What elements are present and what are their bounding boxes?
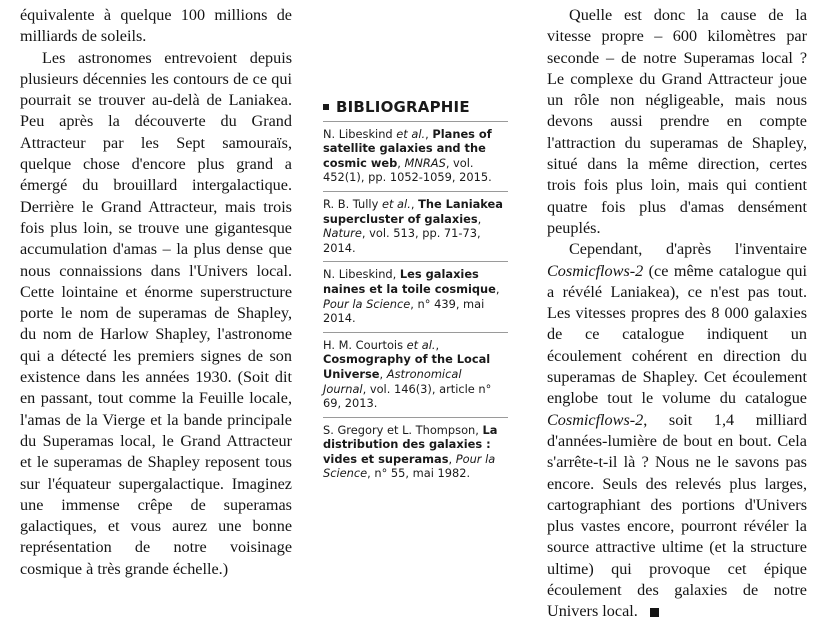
catalog-name: Cosmicflows-2 — [547, 410, 644, 429]
right-paragraph-2 — [547, 239, 807, 622]
ref-separator: , — [495, 281, 500, 296]
square-bullet-icon — [323, 104, 329, 110]
left-text-column — [20, 5, 292, 580]
right-text-column — [547, 5, 807, 623]
right-paragraph-2-part-b: (ce même catalogue qui a révélé Laniakea), ce n'est pas tout. Les vitesses propres des 8 000 galaxies de ce catalogue indiquent un écoulement cohérent en direction du superamas de Shapley. Cet écoulement englobe tout le volume du catalogue — [547, 261, 807, 408]
ref-journal: Pour la Science — [323, 451, 496, 481]
ref-title: The Laniakea supercluster of galaxies — [323, 196, 503, 226]
right-paragraph-1: Quelle est donc la cause de la vitesse propre – 600 kilomètres par seconde – de notre Superamas local ? Le complexe du Grand Attracteur joue un rôle non négligeable, mais nous devons aussi prendre en compte l'attraction du superamas de Shapley, situé dans la même direction, certes trois fois plus loin, mais qui contient quatre fois plus d'amas densément peuplés. — [547, 6, 807, 237]
ref-separator: , — [392, 267, 400, 282]
bibliography-ref — [323, 191, 508, 261]
ref-details: , n° 55, mai 1982. — [367, 466, 471, 481]
end-of-article-icon — [650, 608, 659, 617]
bibliography-ref — [323, 417, 508, 487]
ref-authors: N. Libeskind — [323, 126, 397, 141]
ref-details: , n° 439, mai 2014. — [323, 296, 485, 326]
bibliography-ref — [323, 121, 508, 191]
ref-etal: et al. — [381, 196, 411, 211]
ref-journal: Nature — [323, 226, 362, 241]
ref-separator: , — [475, 422, 483, 437]
right-paragraph-2-part-a: Cependant, d'après l'inventaire — [569, 240, 807, 259]
ref-authors: S. Gregory et L. Thompson — [323, 422, 476, 437]
ref-separator: , — [397, 155, 405, 170]
ref-authors: H. M. Courtois — [323, 337, 407, 352]
ref-etal: et al. — [406, 337, 436, 352]
ref-authors: R. B. Tully — [323, 196, 382, 211]
bibliography-ref — [323, 261, 508, 331]
ref-journal: MNRAS — [404, 155, 446, 170]
ref-title: Planes of satellite galaxies and the cosmic web — [323, 126, 492, 170]
bibliography-ref — [323, 332, 508, 417]
ref-details: , vol. 513, pp. 71-73, 2014. — [323, 226, 481, 255]
bibliography-box — [323, 100, 508, 487]
ref-journal: Pour la Science — [323, 296, 411, 311]
ref-separator: , — [477, 211, 482, 226]
bibliography-heading — [323, 100, 508, 115]
right-paragraph-2-part-c: , soit 1,4 milliard d'années-lumière de bout en bout. Cela s'arrête-t-il là ? Nous ne le savons pas encore. Seuls des relevés plus larges, cartographiant des portions d'Univers plus vastes encore, pourront révéler la source attractive ultime (et la structure ultime) qui provoque cet épique écoulement des galaxies de notre Univers local. — [547, 410, 807, 621]
ref-separator: , — [435, 337, 440, 352]
ref-details: , vol. 146(3), article n° 69, 2013. — [323, 381, 492, 411]
ref-separator: , — [379, 366, 387, 381]
ref-details: , vol. 452(1), pp. 1052-1059, 2015. — [323, 155, 492, 185]
ref-separator: , — [425, 126, 433, 141]
ref-authors: N. Libeskind — [323, 267, 393, 282]
left-paragraph-2: Les astronomes entrevoient depuis plusieurs décennies les contours de ce qui pourrait se trouver au-delà de Laniakea. Peu après la découverte du Grand Attracteur par les Sept samouraïs, quelque chose d'encore plus grand a émergé du brouillard intergalactique. Derrière le Grand Attracteur, mais trois fois plus loin, se trouve une gigantesque accumulation d'amas – la plus dense que nous connaissions dans l'Univers local. Cette lointaine et énorme superstructure porte le nom de superamas de Shapley, du nom de Harlow Shapley, l'astronome qui a détecté les premiers signes de son existence dans les années 1930. (Soit dit en passant, tout comme la Feuille locale, l'amas de la Vierge et la bande principale du Superamas local, le Grand Attracteur et le superamas de Shapley reposent tous sur l'équateur supergalactique. Imaginez une immense crêpe de superamas galactiques, et vous aurez une bonne représentation de notre voisinage cosmique à très grande échelle.) — [20, 48, 292, 578]
ref-title: Cosmography of the Local Universe — [323, 352, 491, 381]
left-paragraph-1: équivalente à quelque 100 millions de milliards de soleils. — [20, 6, 292, 46]
ref-etal: et al. — [396, 126, 426, 141]
ref-title: La distribution des galaxies : vides et superamas — [323, 422, 498, 466]
ref-journal: Astronomical Journal — [323, 366, 462, 396]
ref-separator: , — [410, 196, 419, 211]
ref-title: Les galaxies naines et la toile cosmique — [323, 267, 496, 296]
bibliography-title: BIBLIOGRAPHIE — [336, 98, 470, 116]
ref-separator: , — [448, 451, 456, 466]
catalog-name: Cosmicflows-2 — [547, 261, 644, 280]
